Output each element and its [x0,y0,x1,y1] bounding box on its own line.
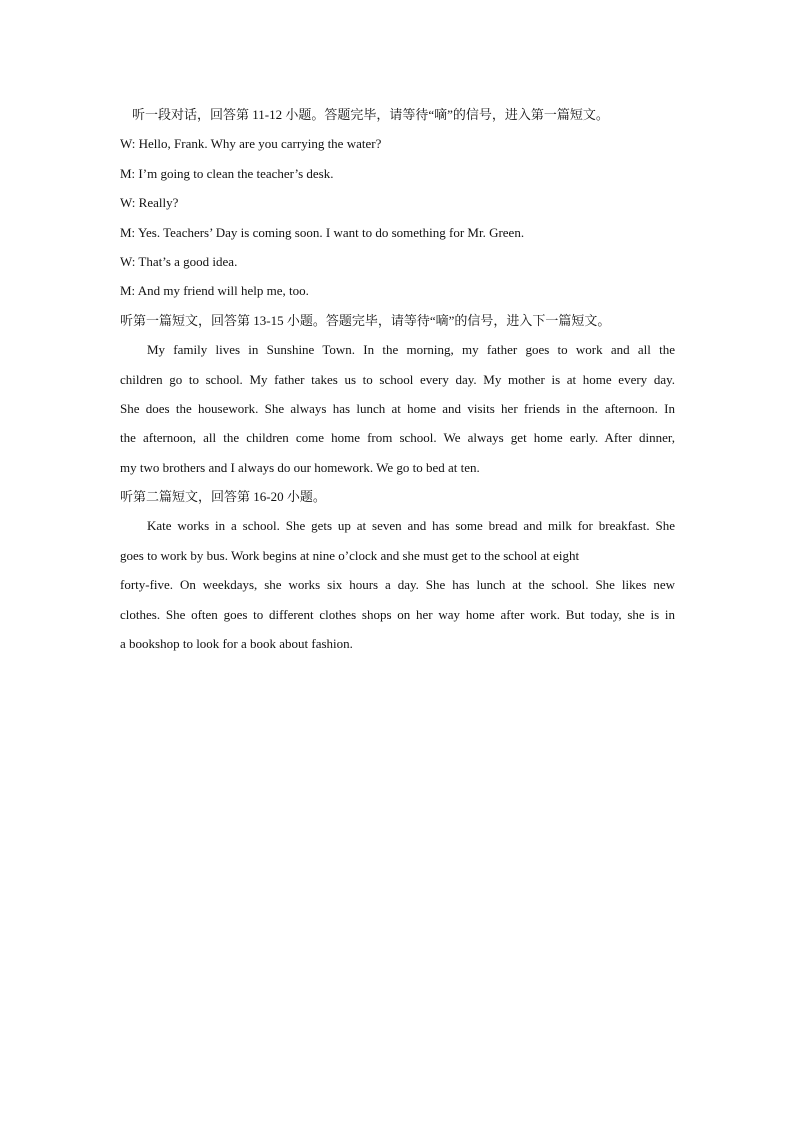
section3-heading: 听第二篇短文，回答第 16-20 小题。 [120,489,326,505]
dialogue-line: W: That’s a good idea. [120,253,238,269]
passage2-line: a bookshop to look for a book about fashion. [120,636,353,652]
passage2-line: forty-five. On weekdays, she works six hours a day. She has lunch at the school. She likes new [120,577,675,593]
dialogue-line: W: Hello, Frank. Why are you carrying the water? [120,136,382,152]
passage2-line: clothes. She often goes to different clothes shops on her way home after work. But today, she is in [120,606,675,622]
section1-heading: 听一段对话，回答第 11-12 小题。答题完毕，请等待“嘀”的信号，进入第一篇短文。 [132,107,609,122]
passage2-line: Kate works in a school. She gets up at seven and has some bread and milk for breakfast. She [147,518,675,534]
passage1-line: the afternoon, all the children come home from school. We always get home early. After dinner, [120,430,675,446]
passage1-line: She does the housework. She always has lunch at home and visits her friends in the afternoon. In [120,400,675,416]
dialogue-line: M: I’m going to clean the teacher’s desk. [120,165,334,181]
section2-heading: 听第一篇短文，回答第 13-15 小题。答题完毕，请等待“嘀”的信号，进入下一篇短文。 [120,312,611,328]
dialogue-line: M: And my friend will help me, too. [120,283,309,299]
dialogue-line: M: Yes. Teachers’ Day is coming soon. I want to do something for Mr. Green. [120,224,525,240]
passage1-line: my two brothers and I always do our homework. We go to bed at ten. [120,459,480,475]
passage1-line: My family lives in Sunshine Town. In the morning, my father goes to work and all the [147,342,675,358]
listening-script [120,100,675,658]
passage1-line: children go to school. My father takes us to school every day. My mother is at home every day. [120,371,675,387]
passage2-line: goes to work by bus. Work begins at nine o’clock and she must get to the school at eight [120,547,580,563]
dialogue-line: W: Really? [120,195,179,211]
